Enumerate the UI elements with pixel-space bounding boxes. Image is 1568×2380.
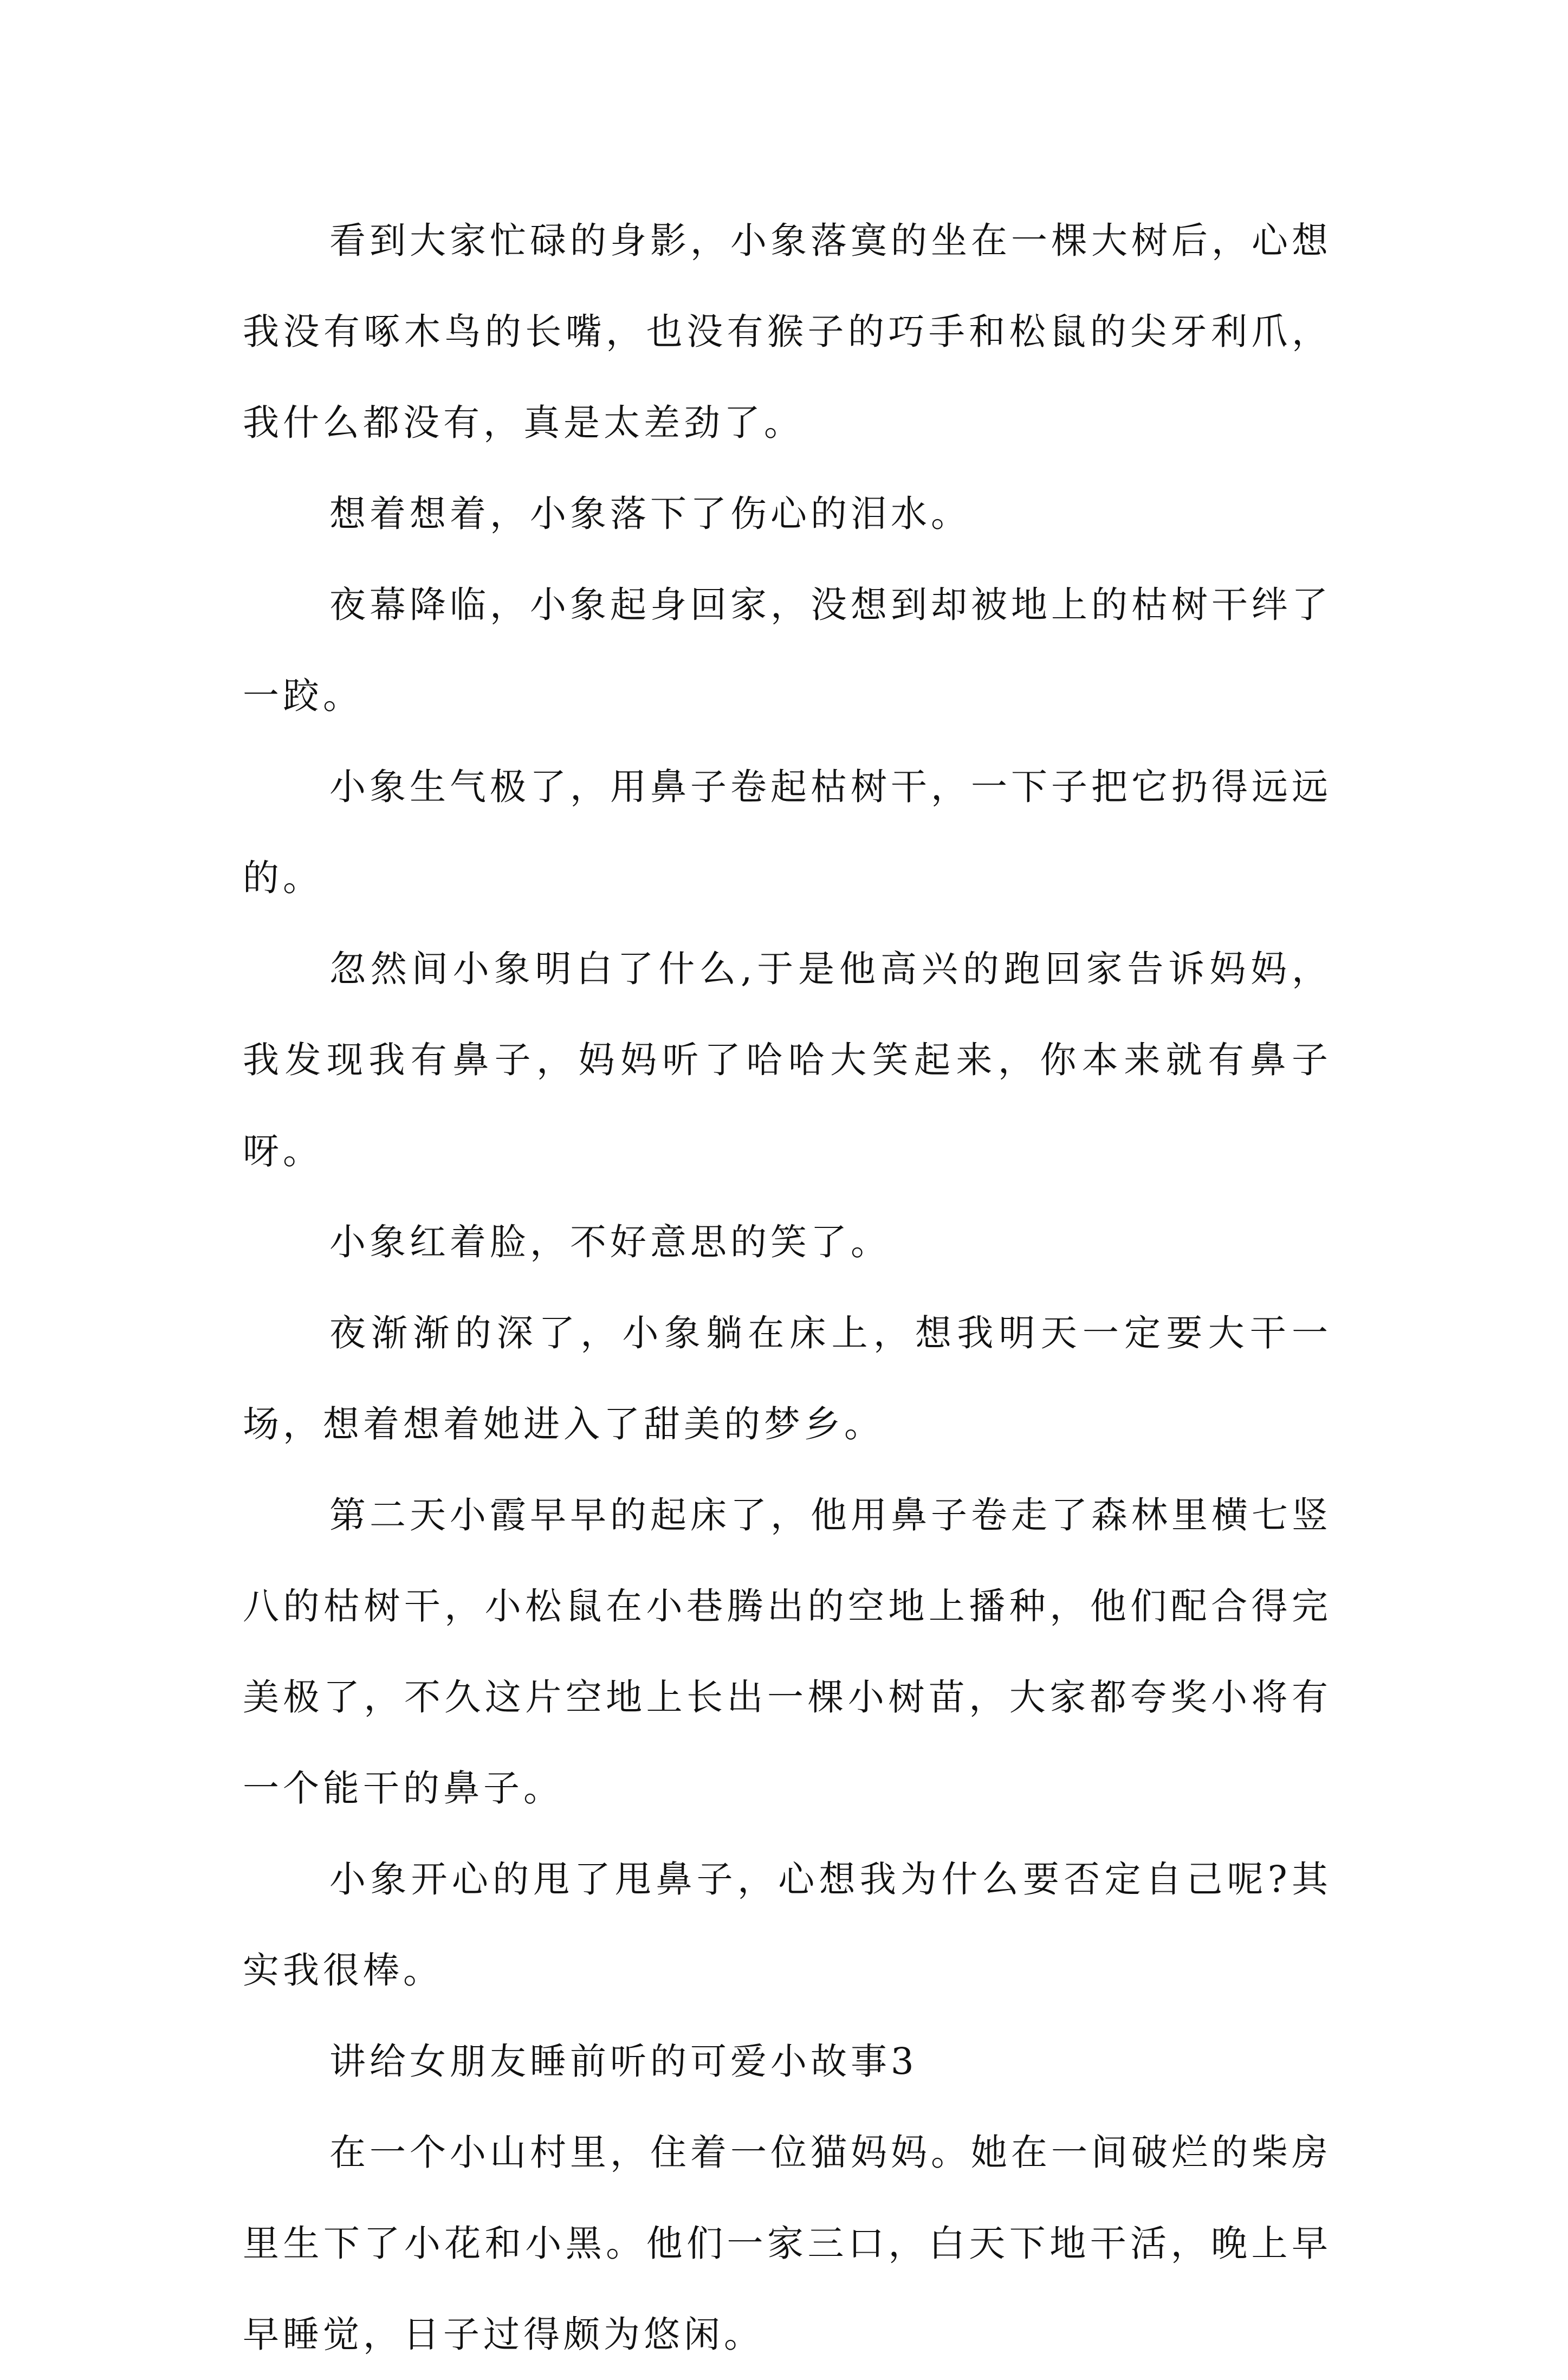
story-text — [243, 195, 1332, 2380]
paragraph-7: 夜渐渐的深了，小象躺在床上，想我明天一定要大干一场，想着想着她进入了甜美的梦乡。 — [243, 1312, 1332, 1445]
paragraph-8: 第二天小霞早早的起床了，他用鼻子卷走了森林里横七竖八的枯树干，小松鼠在小巷腾出的空地上播种，他们配合得完美极了，不久这片空地上长出一棵小树苗，大家都夸奖小将有一个能干的鼻子。 — [243, 1494, 1332, 1809]
paragraph-10: 在一个小山村里，住着一位猫妈妈。她在一间破烂的柴房里生下了小花和小黑。他们一家三口，白天下地干活，晚上早早睡觉，日子过得颇为悠闲。 — [243, 2131, 1332, 2356]
paragraph-2: 想着想着，小象落下了伤心的泪水。 — [329, 493, 971, 535]
paragraph-5: 忽然间小象明白了什么,于是他高兴的跑回家告诉妈妈，我发现我有鼻子，妈妈听了哈哈大笑起来，你本来就有鼻子呀。 — [243, 948, 1332, 1172]
paragraph-9: 小象开心的甩了甩鼻子，心想我为什么要否定自己呢?其实我很棒。 — [243, 1858, 1332, 1991]
section-heading: 讲给女朋友睡前听的可爱小故事3 — [329, 2040, 918, 2082]
paragraph-3: 夜幕降临，小象起身回家，没想到却被地上的枯树干绊了一跤。 — [243, 584, 1332, 717]
paragraph-1: 看到大家忙碌的身影，小象落寞的坐在一棵大树后，心想我没有啄木鸟的长嘴，也没有猴子的巧手和松鼠的尖牙利爪，我什么都没有，真是太差劲了。 — [243, 219, 1332, 444]
paragraph-6: 小象红着脸，不好意思的笑了。 — [329, 1221, 891, 1263]
paragraph-4: 小象生气极了，用鼻子卷起枯树干，一下子把它扔得远远的。 — [243, 766, 1332, 899]
